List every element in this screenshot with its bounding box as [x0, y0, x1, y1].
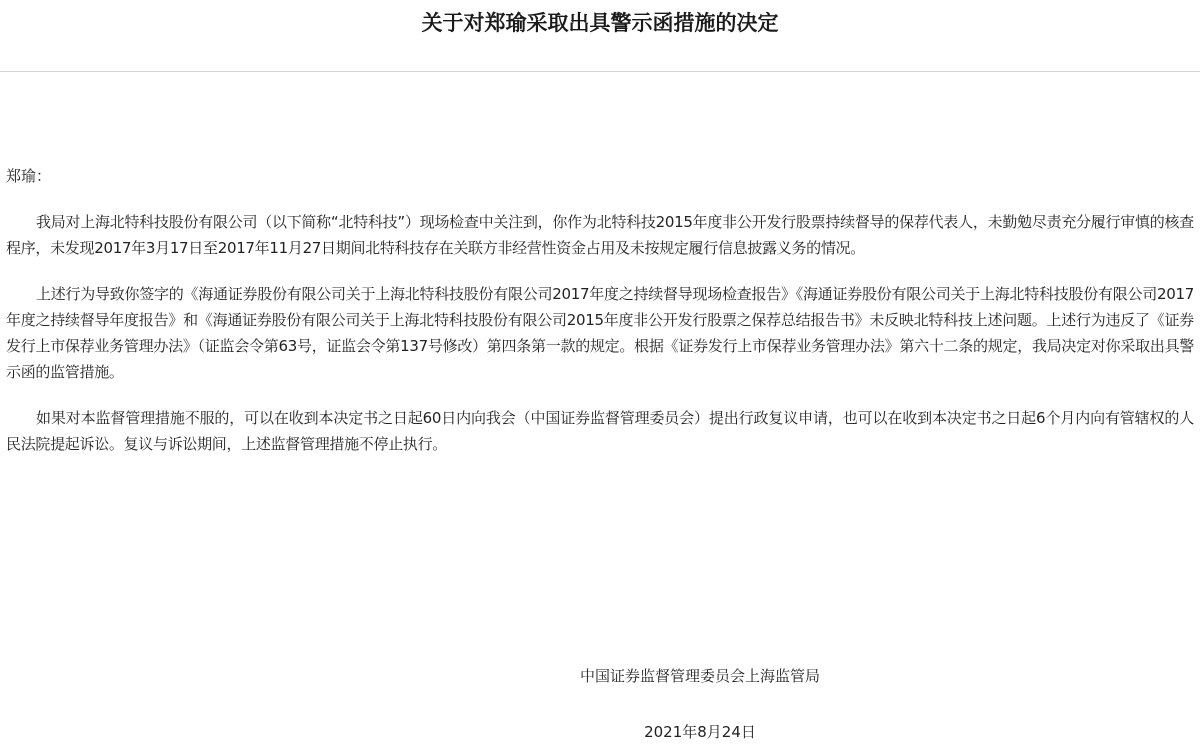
- issuing-authority: 中国证券监督管理委员会上海监管局: [579, 667, 820, 685]
- salutation: 郑瑜：: [6, 167, 52, 185]
- document-body: [6, 163, 1194, 477]
- document-title: 关于对郑瑜采取出具警示函措施的决定: [421, 11, 779, 35]
- paragraph-violation: 上述行为导致你签字的《海通证券股份有限公司关于上海北特科技股份有限公司2017年度之持续督导现场检查报告》《海通证券股份有限公司关于上海北特科技股份有限公司2017年度之持续督导年度报告》和《海通证券股份有限公司关于上海北特科技股份有限公司2015年度非公开发行股票之保荐总结报告书》未反映北特科技上述问题。上述行为违反了《证券发行上市保荐业务管理办法》（证监会令第63号，证监会令第137号修改）第四条第一款的规定。根据《证券发行上市保荐业务管理办法》第六十二条的规定，我局决定对你采取出具警示函的监管措施。: [6, 285, 1194, 381]
- paragraph-findings: 我局对上海北特科技股份有限公司（以下简称“北特科技”）现场检查中关注到，你作为北特科技2015年度非公开发行股票持续督导的保荐代表人，未勤勉尽责充分履行审慎的核查程序，未发现2017年3月17日至2017年11月27日期间北特科技存在关联方非经营性资金占用及未按规定履行信息披露义务的情况。: [6, 213, 1194, 257]
- paragraph-appeal-rights: 如果对本监督管理措施不服的，可以在收到本决定书之日起60日内向我会（中国证券监督管理委员会）提出行政复议申请，也可以在收到本决定书之日起6个月内向有管辖权的人民法院提起诉讼。复议与诉讼期间，上述监督管理措施不停止执行。: [6, 409, 1194, 453]
- title-divider: [0, 71, 1200, 72]
- issue-date: 2021年8月24日: [644, 723, 756, 741]
